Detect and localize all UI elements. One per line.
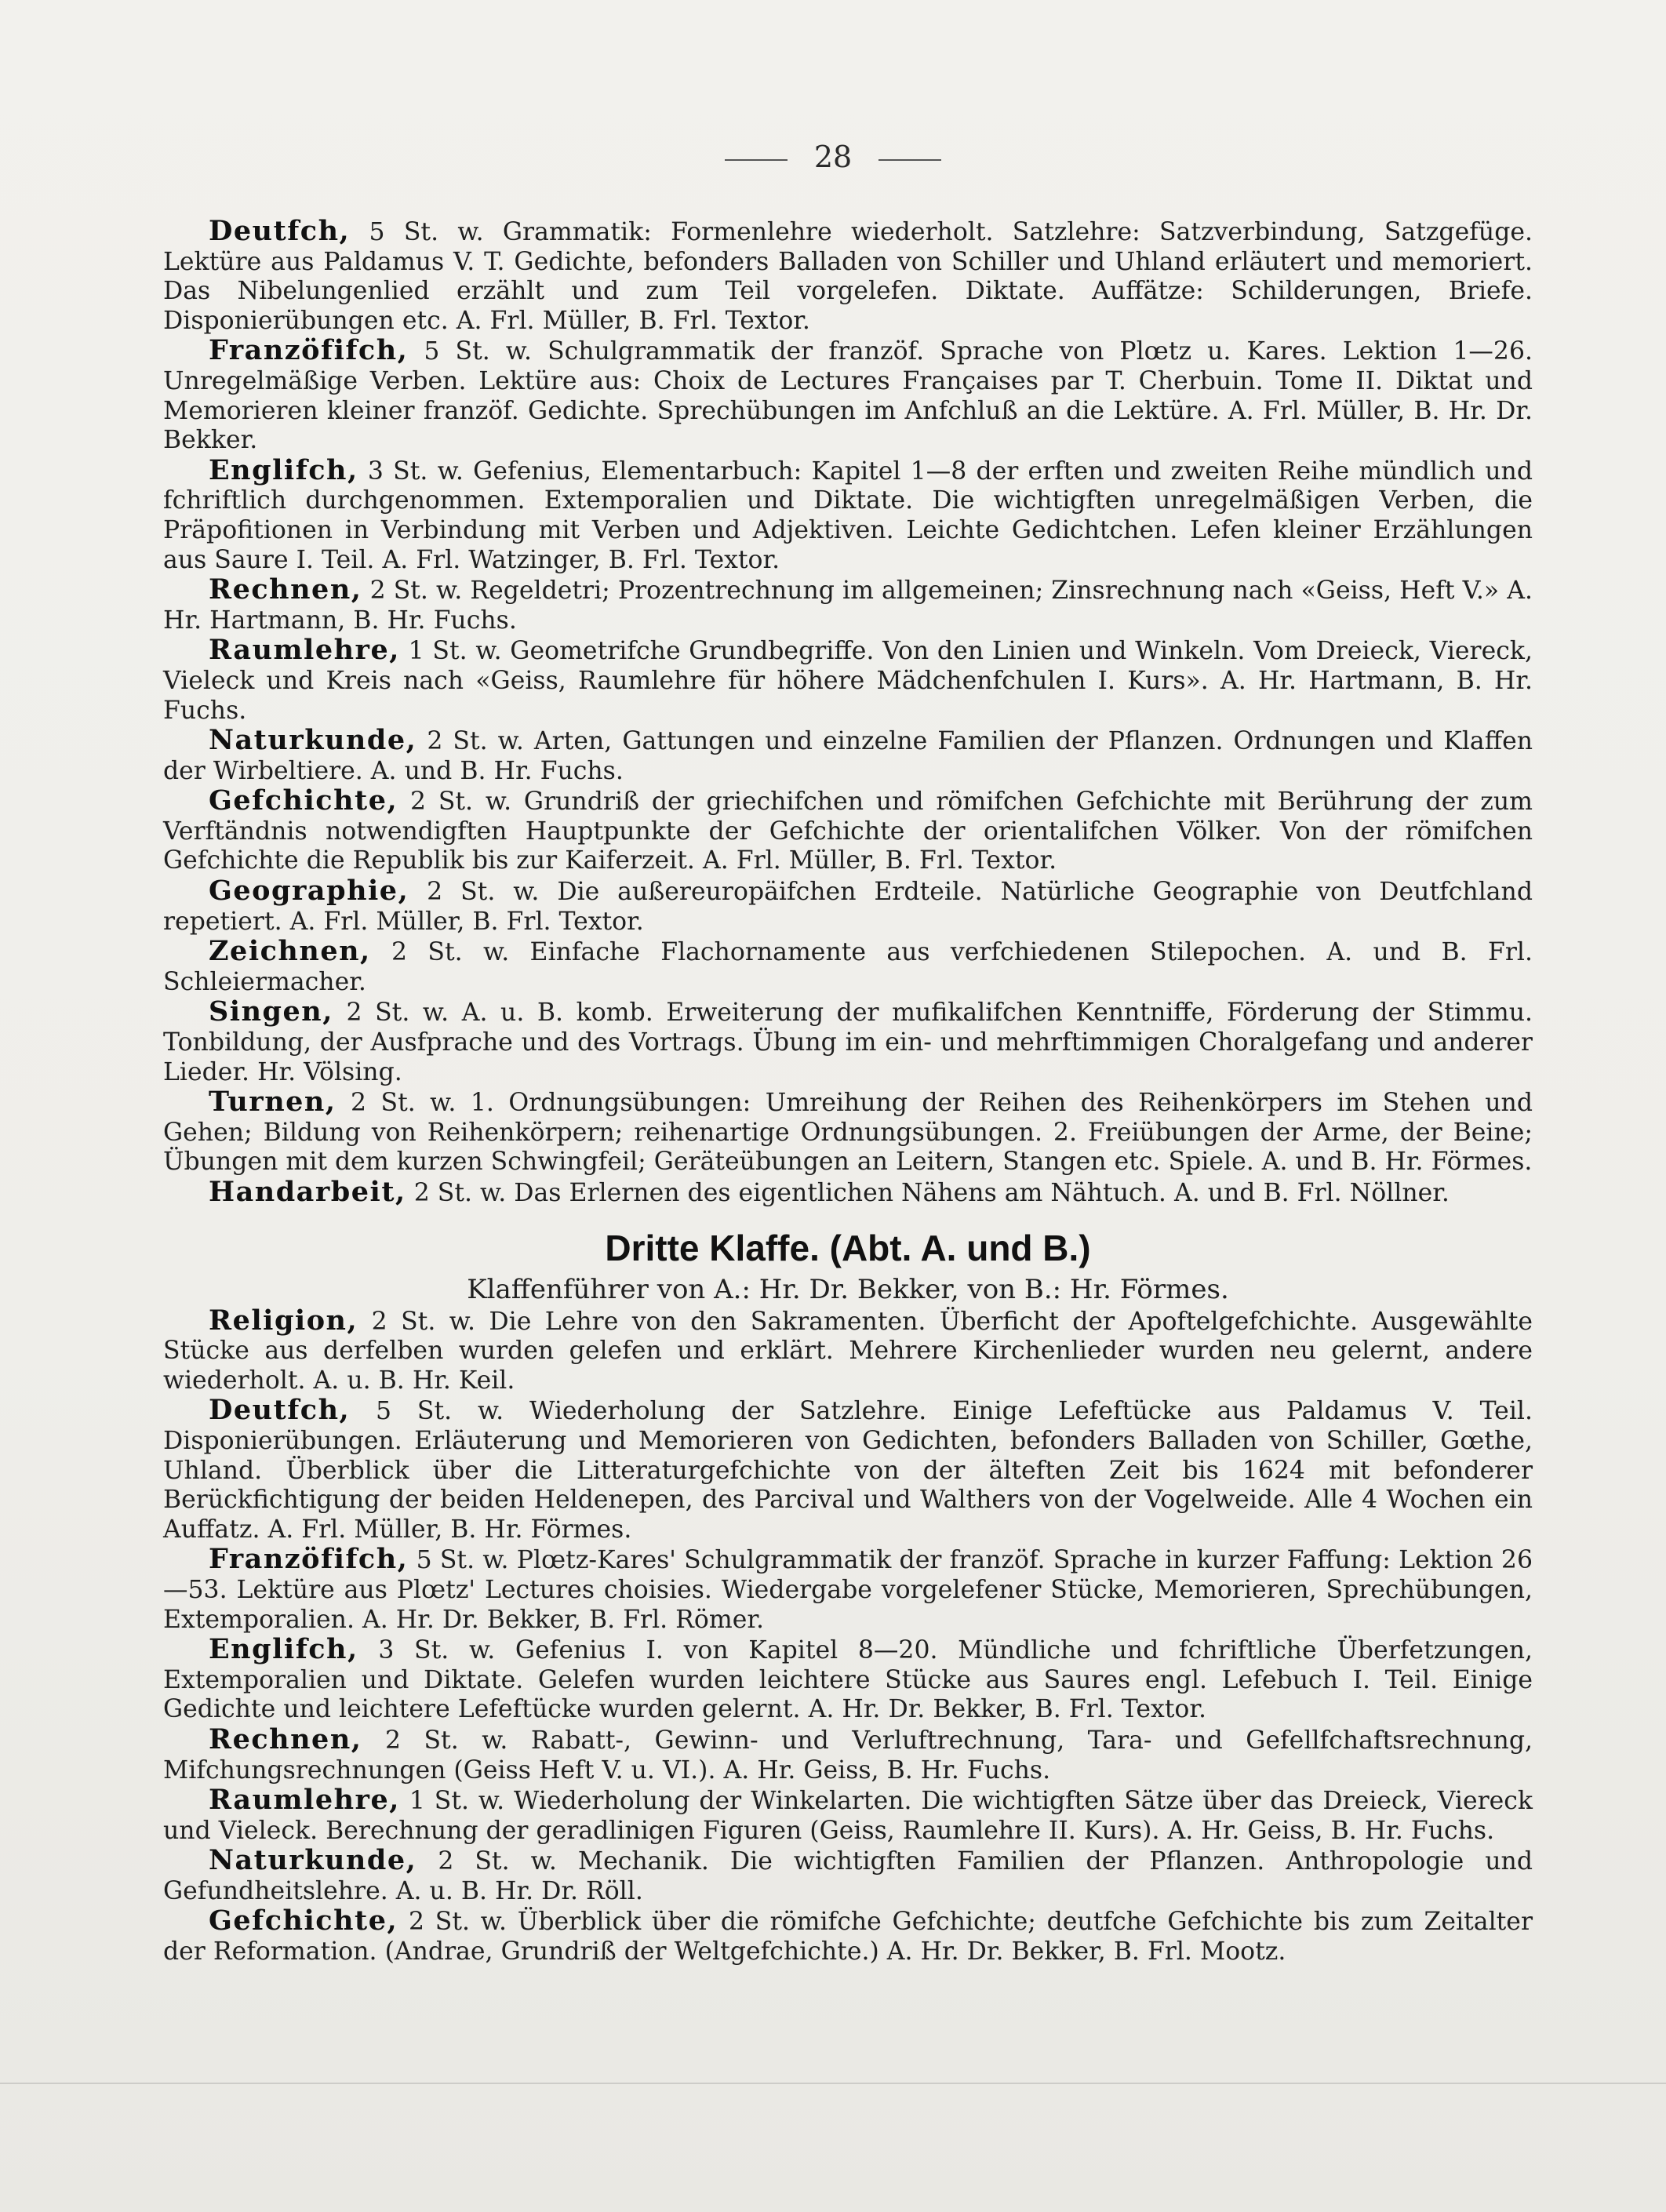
entry-zeichnen [163,937,1533,997]
entry-text: 5 St. w. Wiederholung der Satzlehre. Einige Lefeftücke aus Paldamus V. Teil. Disponierübungen. Erläuterung und Memorieren von Gedichten, befonders Balladen von Schiller, Gœthe, Uhland. Überblick über die Litteraturgefchichte von der älteften Zeit bis 1624 mit befonderer Berückfichtigung der beiden Heldenepen, des Parcival und Walthers von der Vogelweide. Alle 4 Wochen ein Auffatz. A. Frl. Müller, B. Hr. Förmes. [163,1397,1533,1544]
subject-heading: Deutfch, [209,215,351,247]
entry-text: 2 St. w. Überblick über die römifche Gefchichte; deutfche Gefchichte bis zum Zeitalter der Reformation. (Andrae, Grundriß der Weltgefchichte.) A. Hr. Dr. Bekker, B. Frl. Mootz. [163,1908,1533,1966]
entry-text: 5 St. w. Plœtz-Kares' Schulgrammatik der franzöf. Sprache in kurzer Faffung: Lektion 26—53. Lektüre aus Plœtz' Lectures choisies. Wiedergabe vorgelefener Stücke, Memorieren, Sprechübungen, Extemporalien. A. Hr. Dr. Bekker, B. Frl. Römer. [163,1546,1533,1634]
entry-geographie [163,876,1533,937]
entry-text: 2 St. w. 1. Ordnungsübungen: Umreihung der Reihen des Reihenkörpers im Stehen und Gehen; Bildung von Reihenkörpern; reihenartige Ordnungsübungen. 2. Freiübungen der Arme, der Beine; Übungen mit dem kurzen Schwingfeil; Geräteübungen an Leitern, Stangen etc. Spiele. A. und B. Hr. Förmes. [163,1089,1533,1177]
section-title: Dritte Klaffe. (Abt. A. und B.) [605,1227,1091,1268]
entry-text: 3 St. w. Gefenius I. von Kapitel 8—20. Mündliche und fchriftliche Überfetzungen, Extemporalien und Diktate. Gelefen wurden leichtere Stücke aus Saures engl. Lefebuch I. Teil. Einige Gedichte und leichtere Lefeftücke wurden gelernt. A. Hr. Dr. Bekker, B. Frl. Textor. [163,1636,1533,1724]
entry-raumlehre [163,635,1533,726]
entry-text: 3 St. w. Gefenius, Elementarbuch: Kapitel 1—8 der erften und zweiten Reihe mündlich und fchriftlich durchgenommen. Extemporalien und Diktate. Die wichtigften unregelmäßigen Verben, die Präpofitionen in Verbindung mit Verben und Adjektiven. Leichte Gedichtchen. Lefen kleiner Erzählungen aus Saure I. Teil. A. Frl. Watzinger, B. Frl. Textor. [163,457,1533,574]
entry-text: 2 St. w. Regeldetri; Prozentrechnung im allgemeinen; Zinsrechnung nach «Geiss, Heft V.» A. Hr. Hartmann, B. Hr. Fuchs. [163,577,1533,635]
entry-turnen [163,1087,1533,1177]
entry-naturkunde-3 [163,1846,1533,1906]
entry-raumlehre-3 [163,1785,1533,1846]
subject-heading: Rechnen, [209,1723,362,1755]
entry-text: 2 St. w. Die Lehre von den Sakramenten. Überficht der Apoftelgefchichte. Ausgewählte Stücke aus derfelben wurden gelefen und erklärt. Mehrere Kirchenlieder wurden neu gelernt, andere wiederholt. A. u. B. Hr. Keil. [163,1307,1533,1395]
entry-deutsch-3 [163,1395,1533,1544]
subject-heading: Englifch, [209,453,358,486]
subject-heading: Naturkunde, [209,1844,417,1877]
entry-text: 1 St. w. Wiederholung der Winkelarten. Die wichtigften Sätze über das Dreieck, Viereck und Vieleck. Berechnung der geradlinigen Figuren (Geiss, Raumlehre II. Kurs). A. Hr. Geiss, B. Hr. Fuchs. [163,1787,1533,1845]
subject-heading: Religion, [209,1304,358,1337]
section-subtitle: Klaffenführer von A.: Hr. Dr. Bekker, von B.: Hr. Förmes. [467,1273,1229,1305]
left-dash [725,159,788,161]
entry-franzoesisch [163,336,1533,455]
entry-text: 2 St. w. Rabatt-, Gewinn- und Verluftrechnung, Tara- und Gefellfchaftsrechnung, Mifchungsrechnungen (Geiss Heft V. u. VI.). A. Hr. Geiss, B. Hr. Fuchs. [163,1726,1533,1785]
entry-text: 2 St. w. Mechanik. Die wichtigften Familien der Pflanzen. Anthropologie und Gefundheitslehre. A. u. B. Hr. Dr. Röll. [163,1847,1533,1905]
subject-heading: Gefchichte, [209,1905,398,1937]
entry-deutsch [163,216,1533,336]
entry-franzoesisch-3 [163,1544,1533,1635]
subject-heading: Franzöfifch, [209,334,409,367]
subject-heading: Naturkunde, [209,724,417,757]
entry-englisch-3 [163,1635,1533,1725]
entry-text: 2 St. w. Grundriß der griechifchen und römifchen Gefchichte mit Berührung der zum Verftändnis notwendigften Hauptpunkte der Gefchichte der orientalifchen Völker. Von der römifchen Gefchichte die Republik bis zur Kaiferzeit. A. Frl. Müller, B. Frl. Textor. [163,788,1533,875]
subject-heading: Gefchichte, [209,784,398,817]
entry-rechnen-3 [163,1725,1533,1785]
entry-religion [163,1306,1533,1396]
entry-text: 2 St. w. Arten, Gattungen und einzelne Familien der Pflanzen. Ordnungen und Klaffen der Wirbeltiere. A. und B. Hr. Fuchs. [163,727,1533,785]
entry-text: 5 St. w. Schulgrammatik der franzöf. Sprache von Plœtz u. Kares. Lektion 1—26. Unregelmäßige Verben. Lektüre aus: Choix de Lectures Françaises par T. Cherbuin. Tome II. Diktat und Memorieren kleiner franzöf. Gedichte. Sprechübungen im Anfchluß an die Lektüre. A. Frl. Müller, B. Hr. Dr. Bekker. [163,337,1533,455]
entry-text: 2 St. w. Das Erlernen des eigentlichen Nähens am Nähtuch. A. und B. Frl. Nöllner. [413,1179,1450,1207]
subject-heading: Deutfch, [209,1394,351,1427]
subject-heading: Zeichnen, [209,935,371,968]
page-number [0,140,1666,174]
page-number-text: 28 [813,140,853,174]
page-content [163,216,1533,1967]
entry-text: 2 St. w. A. u. B. komb. Erweiterung der mufikalifchen Kenntniffe, Förderung der Stimmu. Tonbildung, der Ausfprache und des Vortrags. Übung im ein- und mehrftimmigen Choralgefang und anderer Lieder. Hr. Völsing. [163,999,1533,1086]
entry-text: 5 St. w. Grammatik: Formenlehre wiederholt. Satzlehre: Satzverbindung, Satzgefüge. Lektüre aus Paldamus V. T. Gedichte, befonders Balladen von Schiller und Uhland erläutert und memoriert. Das Nibelungenlied erzählt und zum Teil vorgelefen. Diktate. Auffätze: Schilderungen, Briefe. Disponierübungen etc. A. Frl. Müller, B. Frl. Textor. [163,218,1533,335]
subject-heading: Handarbeit, [209,1176,406,1208]
paper-crease [0,2083,1666,2084]
subject-heading: Singen, [209,995,333,1028]
entry-naturkunde [163,726,1533,786]
subject-heading: Rechnen, [209,573,362,606]
subject-heading: Turnen, [209,1086,336,1119]
entry-text: 2 St. w. Einfache Flachornamente aus verfchiedenen Stilepochen. A. und B. Frl. Schleiermacher. [163,938,1533,996]
entry-geschichte-3 [163,1906,1533,1966]
subject-heading: Raumlehre, [209,634,400,667]
subject-heading: Raumlehre, [209,1784,400,1817]
subject-heading: Geographie, [209,875,409,908]
entry-text: 2 St. w. Die außereuropäifchen Erdteile. Natürliche Geographie von Deutfchland repetiert. A. Frl. Müller, B. Frl. Textor. [163,878,1533,936]
entry-rechnen [163,575,1533,635]
entry-text: 1 St. w. Geometrifche Grundbegriffe. Von den Linien und Winkeln. Vom Dreieck, Viereck, Vieleck und Kreis nach «Geiss, Raumlehre für höhere Mädchenfchulen I. Kurs». A. Hr. Hartmann, B. Hr. Fuchs. [163,637,1533,725]
entry-englisch [163,453,1533,575]
right-dash [878,159,941,161]
subject-heading: Franzöfifch, [209,1543,409,1576]
entry-geschichte [163,786,1533,876]
entry-singen [163,997,1533,1087]
entry-handarbeit [163,1177,1533,1209]
subject-heading: Englifch, [209,1633,358,1666]
